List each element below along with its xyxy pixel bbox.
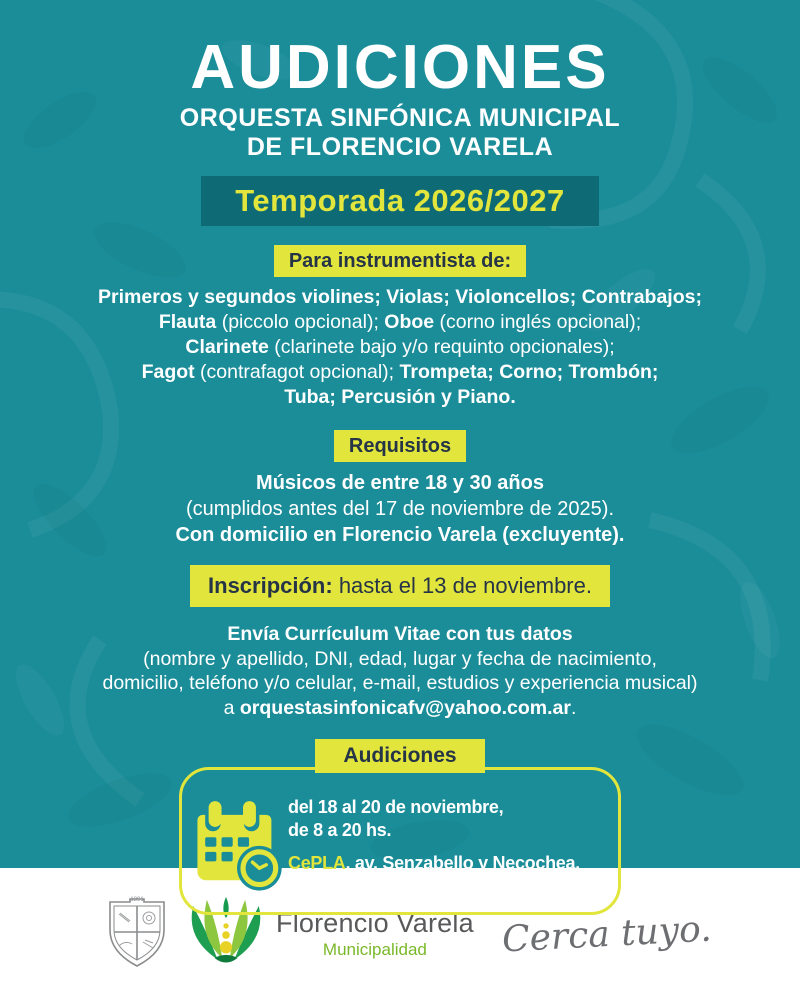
instrument-line: Fagot (contrafagot opcional); Trompeta; Corno; Trombón; xyxy=(141,361,659,384)
auditions-heading: Audiciones xyxy=(315,739,484,773)
season-badge xyxy=(201,176,598,226)
cv-line-email: a orquestasinfonicafv@yahoo.com.ar. xyxy=(223,696,577,719)
audition-hours: de 8 a 20 hs. xyxy=(288,820,392,841)
page-title: AUDICIONES xyxy=(190,33,610,102)
auditions-details xyxy=(288,796,606,898)
subtitle-line-2: DE FLORENCIO VARELA xyxy=(246,132,554,161)
calendar-clock-icon xyxy=(194,799,280,896)
audition-venue: CePLA, av. Senzabello y Necochea, xyxy=(288,853,580,874)
instruments-heading: Para instrumentista de: xyxy=(274,245,526,277)
auditions-info-box xyxy=(179,767,621,915)
audition-neighborhood: Bº Presidente Sarmiento. xyxy=(288,876,496,897)
instrument-line: Flauta (piccolo opcional); Oboe (corno inglés opcional); xyxy=(158,311,642,334)
auditions-section xyxy=(0,739,800,915)
requirement-line: Con domicilio en Florencio Varela (excluyente). xyxy=(175,524,625,547)
cv-instructions xyxy=(0,622,800,720)
city-tagline-signature: Cerca tuyo. xyxy=(501,908,713,960)
audition-dates: del 18 al 20 de noviembre, xyxy=(288,797,504,818)
instrument-line: Tuba; Percusión y Piano. xyxy=(284,386,516,409)
instrument-line: Clarinete (clarinete bajo y/o requinto opcionales); xyxy=(185,336,615,359)
inscription-deadline-banner: Inscripción: hasta el 13 de noviembre. xyxy=(190,565,610,607)
instruments-list xyxy=(0,285,800,410)
requirement-line: (cumplidos antes del 17 de noviembre de 2025). xyxy=(185,498,615,521)
instrument-line: Primeros y segundos violines; Violas; Violoncellos; Contrabajos; xyxy=(98,286,702,309)
municipality-wordmark xyxy=(276,908,474,960)
cv-line: Envía Currículum Vitae con tus datos xyxy=(227,623,573,646)
season-label: Temporada 2026/2027 xyxy=(235,183,565,219)
cv-line: (nombre y apellido, DNI, edad, lugar y fecha de nacimiento, xyxy=(143,647,657,670)
municipality-subtitle: Municipalidad xyxy=(322,940,427,959)
requirement-line: Músicos de entre 18 y 30 años xyxy=(256,472,544,495)
municipality-name: Florencio Varela xyxy=(276,908,474,938)
svg-text:1891: 1891 xyxy=(130,896,144,903)
requirements-heading: Requisitos xyxy=(334,430,466,462)
requirements-list xyxy=(0,470,800,548)
subtitle-line-1: ORQUESTA SINFÓNICA MUNICIPAL xyxy=(179,104,621,133)
cv-line: domicilio, teléfono y/o celular, e-mail, estudios y experiencia musical) xyxy=(102,672,698,695)
